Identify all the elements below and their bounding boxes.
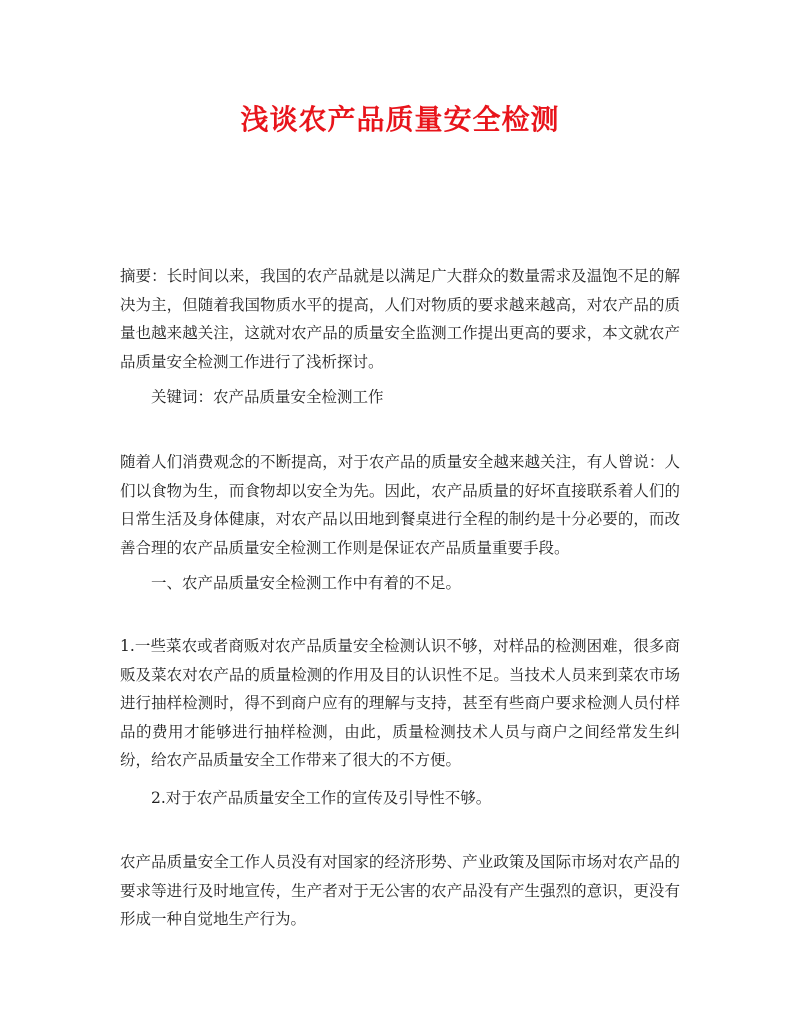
section-heading: 一、农产品质量安全检测工作中有着的不足。	[151, 574, 462, 592]
point-two-paragraph: 农产品质量安全工作人员没有对国家的经济形势、产业政策及国际市场对农产品的要求等进行及时地宣传，生产者对于无公害的农产品没有产生强烈的意识，更没有形成一种自觉地生产行为。	[120, 853, 680, 928]
abstract-paragraph: 摘要：长时间以来，我国的农产品就是以满足广大群众的数量需求及温饱不足的解决为主，但随着我国物质水平的提高，人们对物质的要求越来越高，对农产品的质量也越来越关注，这就对农产品的质量安全监测工作提出更高的要求，本文就农产品质量安全检测工作进行了浅析探讨。	[120, 267, 680, 371]
point-one-paragraph: 1.一些菜农或者商贩对农产品质量安全检测认识不够，对样品的检测困难，很多商贩及菜农对农产品的质量检测的作用及目的认识性不足。当技术人员来到菜农市场进行抽样检测时，得不到商户应有的理解与支持，甚至有些商户要求检测人员付样品的费用才能够进行抽样检测，由此，质量检测技术人员与商户之间经常发生纠纷，给农产品质量安全工作带来了很大的不方便。	[120, 637, 680, 769]
document-title: 浅谈农产品质量安全检测	[240, 103, 560, 136]
keywords-line: 关键词：农产品质量安全检测工作	[151, 388, 384, 406]
point-two-heading: 2.对于农产品质量安全工作的宣传及引导性不够。	[151, 789, 492, 807]
intro-paragraph: 随着人们消费观念的不断提高，对于农产品的质量安全越来越关注，有人曾说：人们以食物为生，而食物却以安全为先。因此，农产品质量的好坏直接联系着人们的日常生活及身体健康，对农产品以田地到餐桌进行全程的制约是十分必要的，而改善合理的农产品质量安全检测工作则是保证农产品质量重要手段。	[120, 453, 680, 557]
